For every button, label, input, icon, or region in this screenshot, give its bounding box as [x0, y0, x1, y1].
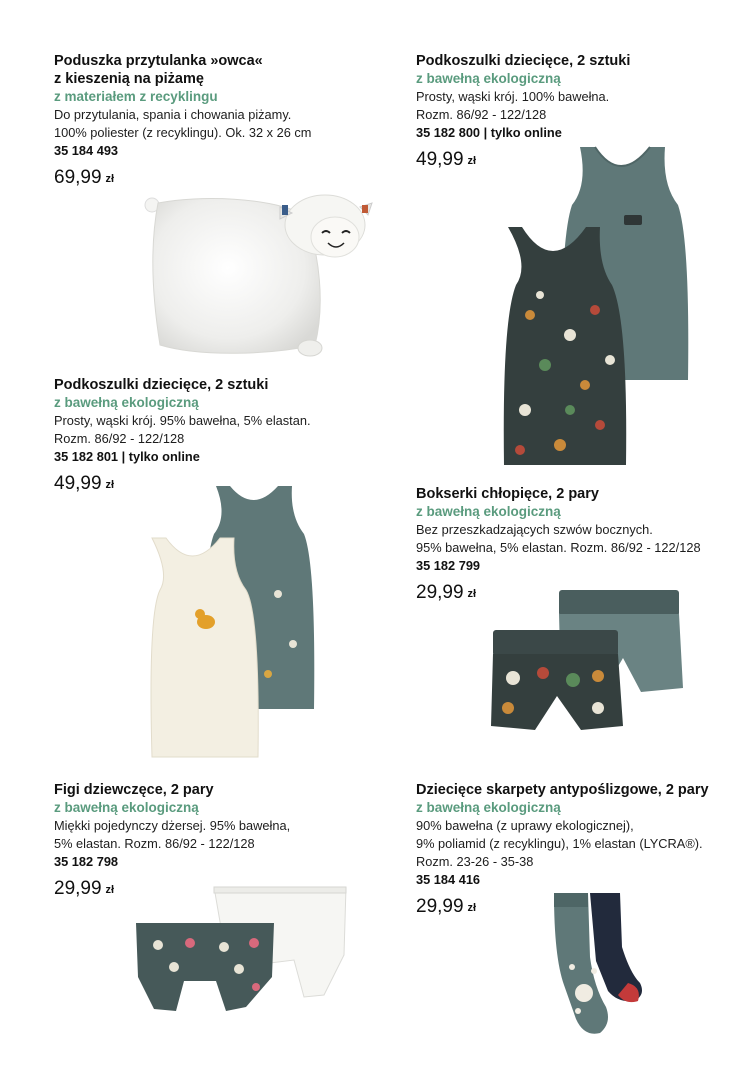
- product-sheep-pillow: [54, 52, 384, 190]
- anti-slip-socks-image: [548, 887, 648, 1039]
- product-description-line: 90% bawełna (z uprawy ekologicznej),: [416, 818, 634, 833]
- price-currency: zł: [105, 479, 115, 491]
- price-currency: zł: [105, 884, 115, 896]
- product-code: 35 182 799: [416, 558, 481, 573]
- product-subtitle: z bawełną ekologiczną: [54, 395, 199, 410]
- product-description-line: Do przytulania, spania i chowania piżamy.: [54, 107, 292, 122]
- product-subtitle: z bawełną ekologiczną: [416, 504, 561, 519]
- price-value: 49,99: [416, 149, 464, 170]
- product-description-line: 5% elastan. Rozm. 86/92 - 122/128: [54, 836, 255, 851]
- product-subtitle: z bawełną ekologiczną: [416, 800, 561, 815]
- product-code: 35 182 801 | tylko online: [54, 449, 200, 464]
- product-subtitle: z bawełną ekologiczną: [54, 800, 199, 815]
- product-description-line: Miękki pojedynczy dżersej. 95% bawełna,: [54, 818, 291, 833]
- product-code: 35 182 798: [54, 854, 119, 869]
- tank-tops-green-printed-image: [500, 145, 715, 470]
- product-description-line: Prosty, wąski krój. 95% bawełna, 5% elastan.: [54, 413, 311, 428]
- product-code: 35 184 493: [54, 143, 119, 158]
- product-title-line: Poduszka przytulanka »owca«: [54, 53, 263, 69]
- price-currency: zł: [467, 588, 477, 600]
- product-subtitle: z bawełną ekologiczną: [416, 71, 561, 86]
- product-title-line: z kieszenią na piżamę: [54, 71, 204, 87]
- product-description-line: Bez przeszkadzających szwów bocznych.: [416, 522, 653, 537]
- product-boxer-briefs: [416, 485, 736, 605]
- product-title-line: Podkoszulki dziecięce, 2 sztuki: [416, 53, 631, 69]
- price-value: 29,99: [416, 896, 464, 917]
- product-description-line: Prosty, wąski krój. 100% bawełna.: [416, 89, 610, 104]
- product-code: 35 184 416: [416, 872, 481, 887]
- product-subtitle: z materiałem z recyklingu: [54, 89, 218, 104]
- product-title-line: Bokserki chłopięce, 2 pary: [416, 486, 599, 502]
- product-girls-briefs: [54, 781, 384, 901]
- boxer-briefs-image: [473, 588, 698, 738]
- product-description-line: Rozm. 23-26 - 35-38: [416, 854, 534, 869]
- product-description-line: 9% poliamid (z recyklingu), 1% elastan (LYCRA®).: [416, 836, 703, 851]
- sheep-pillow-image: [130, 185, 380, 365]
- product-title-line: Figi dziewczęce, 2 pary: [54, 782, 214, 798]
- product-title-line: Dziecięce skarpety antypoślizgowe, 2 pary: [416, 782, 709, 798]
- product-title-line: Podkoszulki dziecięce, 2 sztuki: [54, 377, 269, 393]
- product-description-line: 95% bawełna, 5% elastan. Rozm. 86/92 - 122/128: [416, 540, 701, 555]
- product-description-line: Rozm. 86/92 - 122/128: [54, 431, 185, 446]
- price-currency: zł: [467, 902, 477, 914]
- girls-briefs-image: [134, 885, 359, 1035]
- price-value: 29,99: [54, 878, 102, 899]
- price-value: 49,99: [54, 473, 102, 494]
- price-currency: zł: [467, 155, 477, 167]
- product-description-line: 100% poliester (z recyklingu). Ok. 32 x 26 cm: [54, 125, 312, 140]
- product-code: 35 182 800 | tylko online: [416, 125, 562, 140]
- price-currency: zł: [105, 173, 115, 185]
- price-value: 29,99: [416, 582, 464, 603]
- price-value: 69,99: [54, 167, 102, 188]
- tank-tops-cream-green-image: [148, 484, 338, 764]
- product-description-line: Rozm. 86/92 - 122/128: [416, 107, 547, 122]
- product-tank-tops-cream: [54, 376, 384, 496]
